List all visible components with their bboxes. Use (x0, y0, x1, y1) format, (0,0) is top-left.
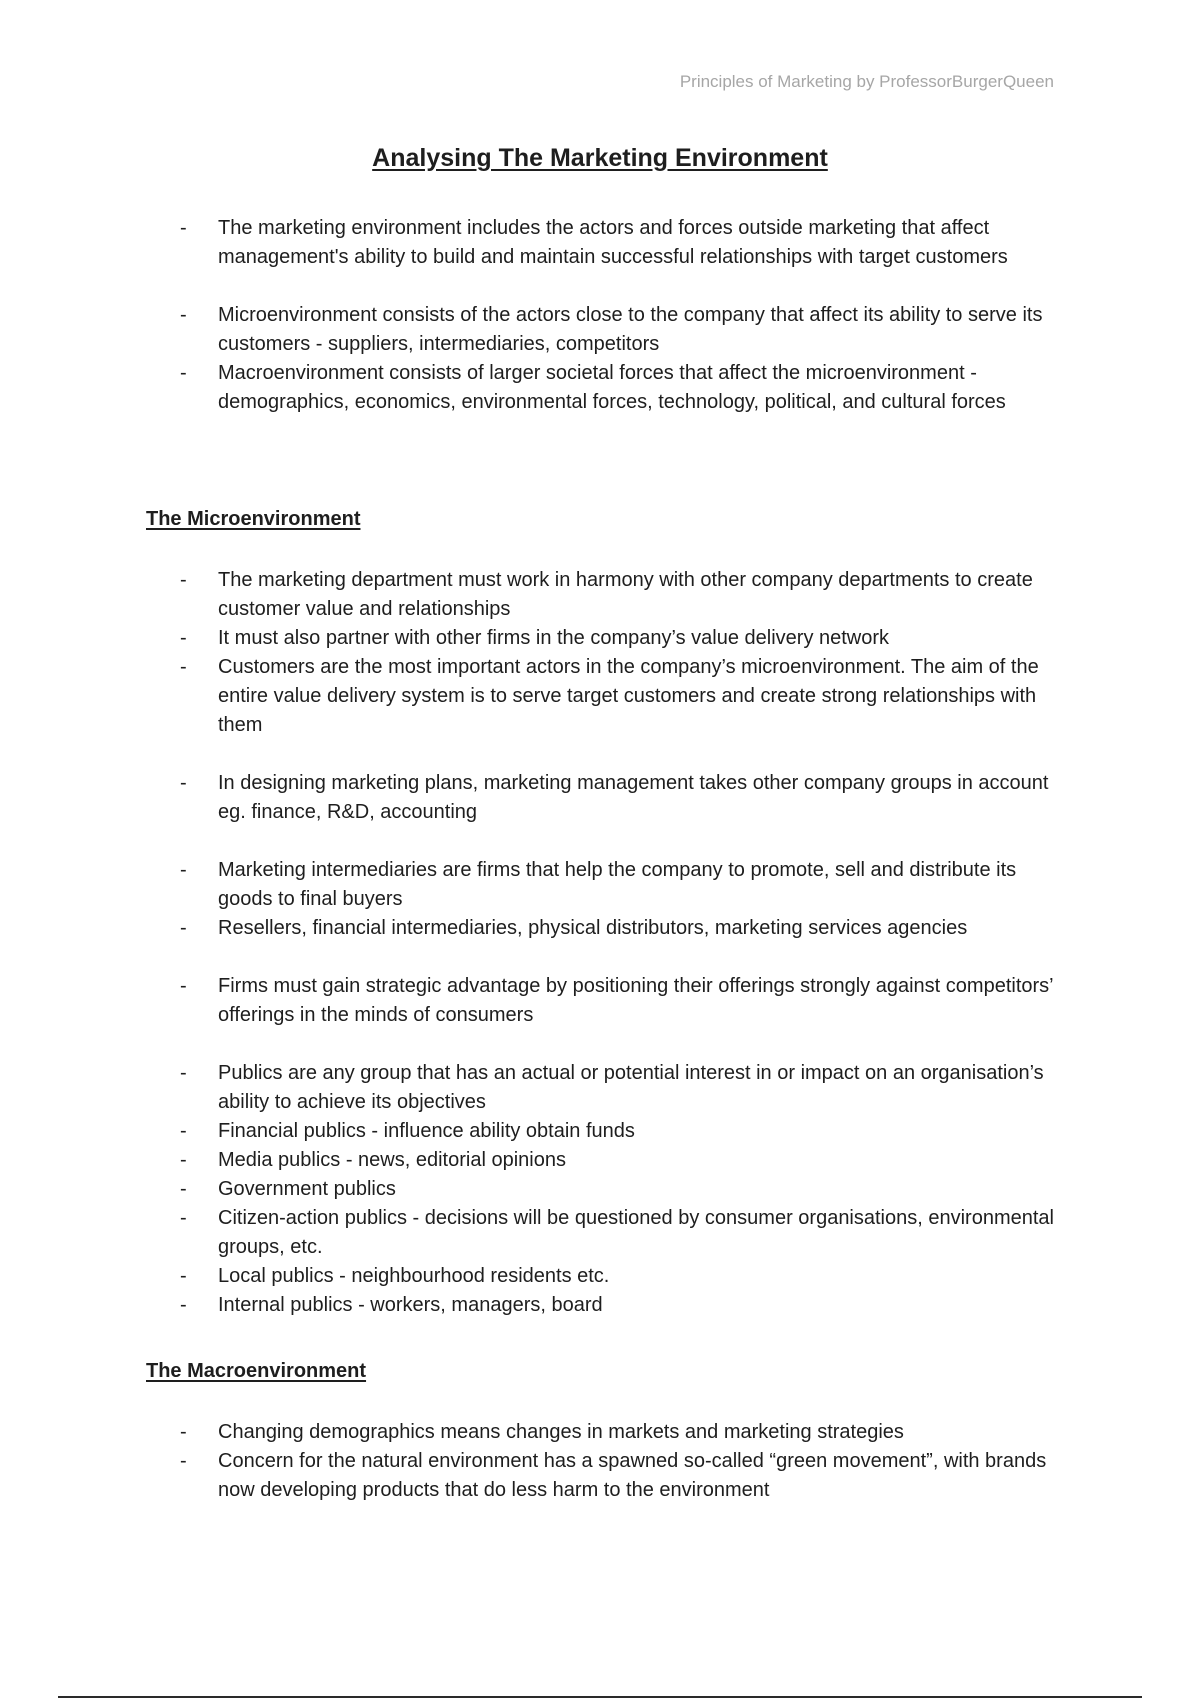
list-item (146, 914, 1066, 943)
micro-list (146, 566, 1066, 1320)
intro-list (146, 214, 1066, 417)
bullet-dash: - (180, 217, 187, 239)
list-item (146, 1418, 1066, 1447)
page-title: Analysing The Marketing Environment (372, 144, 828, 172)
list-item (146, 1146, 1066, 1175)
list-item (146, 856, 1066, 914)
bullet-dash: - (180, 362, 187, 384)
list-item (146, 624, 1066, 653)
list-item (146, 566, 1066, 624)
bullet-dash: - (180, 917, 187, 939)
header-note: Principles of Marketing by ProfessorBurgerQueen (679, 72, 1054, 91)
list-item (146, 214, 1066, 272)
macro-list (146, 1418, 1066, 1505)
bullet-dash: - (180, 1294, 187, 1316)
list-item-text: The marketing department must work in harmony with other company departments to create customer value and relationships (218, 569, 1033, 620)
list-item (146, 1291, 1066, 1320)
bullet-dash: - (180, 1062, 187, 1084)
list-item (146, 769, 1066, 827)
bullet-dash: - (180, 975, 187, 997)
list-item-text: Concern for the natural environment has a spawned so-called “green movement”, with brands now developing products that do less harm to the environment (218, 1450, 1047, 1501)
list-item-text: Changing demographics means changes in markets and marketing strategies (218, 1421, 904, 1443)
bullet-dash: - (180, 627, 187, 649)
list-item-text: Publics are any group that has an actual or potential interest in or impact on an organisation’s ability to achieve its objectives (218, 1062, 1044, 1113)
bullet-dash: - (180, 304, 187, 326)
list-item (146, 1175, 1066, 1204)
list-item-text: Firms must gain strategic advantage by positioning their offerings strongly against competitors’ offerings in the minds of consumers (218, 975, 1053, 1026)
list-item-text: Macroenvironment consists of larger societal forces that affect the microenvironment - demographics, economics, environmental forces, technology, political, and cultural forces (218, 362, 1006, 413)
list-item (146, 1262, 1066, 1291)
list-item-text: Government publics (218, 1178, 396, 1200)
list-item (146, 1204, 1066, 1262)
bullet-dash: - (180, 1120, 187, 1142)
list-item-text: Marketing intermediaries are firms that help the company to promote, sell and distribute its goods to final buyers (218, 859, 1017, 910)
list-item-text: The marketing environment includes the actors and forces outside marketing that affect management's ability to build and maintain successful relationships with target customers (218, 217, 1008, 268)
list-item (146, 1059, 1066, 1117)
bullet-dash: - (180, 569, 187, 591)
list-item-text: In designing marketing plans, marketing management takes other company groups in account eg. finance, R&D, accounting (218, 772, 1049, 823)
bullet-dash: - (180, 1149, 187, 1171)
bullet-dash: - (180, 1265, 187, 1287)
section-heading-macro: The Macroenvironment (146, 1360, 367, 1382)
section-heading-micro: The Microenvironment (146, 508, 361, 530)
list-item-text: Local publics - neighbourhood residents etc. (218, 1265, 610, 1287)
list-item-text: Citizen-action publics - decisions will be questioned by consumer organisations, environmental groups, etc. (218, 1207, 1054, 1258)
list-item-text: Resellers, financial intermediaries, physical distributors, marketing services agencies (218, 917, 968, 939)
bullet-dash: - (180, 1207, 187, 1229)
list-item-text: Financial publics - influence ability obtain funds (218, 1120, 635, 1142)
list-item-text: Customers are the most important actors in the company’s microenvironment. The aim of the entire value delivery system is to serve target customers and create strong relationships with them (218, 656, 1039, 736)
list-item (146, 972, 1066, 1030)
bullet-dash: - (180, 1421, 187, 1443)
list-item (146, 301, 1066, 359)
bullet-dash: - (180, 772, 187, 794)
bullet-dash: - (180, 656, 187, 678)
list-item-text: Microenvironment consists of the actors close to the company that affect its ability to serve its customers - suppliers, intermediaries, competitors (218, 304, 1043, 355)
list-item-text: It must also partner with other firms in the company’s value delivery network (218, 627, 890, 649)
list-item (146, 1117, 1066, 1146)
list-item-text: Media publics - news, editorial opinions (218, 1149, 566, 1171)
bullet-dash: - (180, 1450, 187, 1472)
bullet-dash: - (180, 1178, 187, 1200)
list-item (146, 653, 1066, 740)
footer-divider (58, 1696, 1142, 1698)
list-item-text: Internal publics - workers, managers, board (218, 1294, 603, 1316)
bullet-dash: - (180, 859, 187, 881)
list-item (146, 1447, 1066, 1505)
list-item (146, 359, 1066, 417)
